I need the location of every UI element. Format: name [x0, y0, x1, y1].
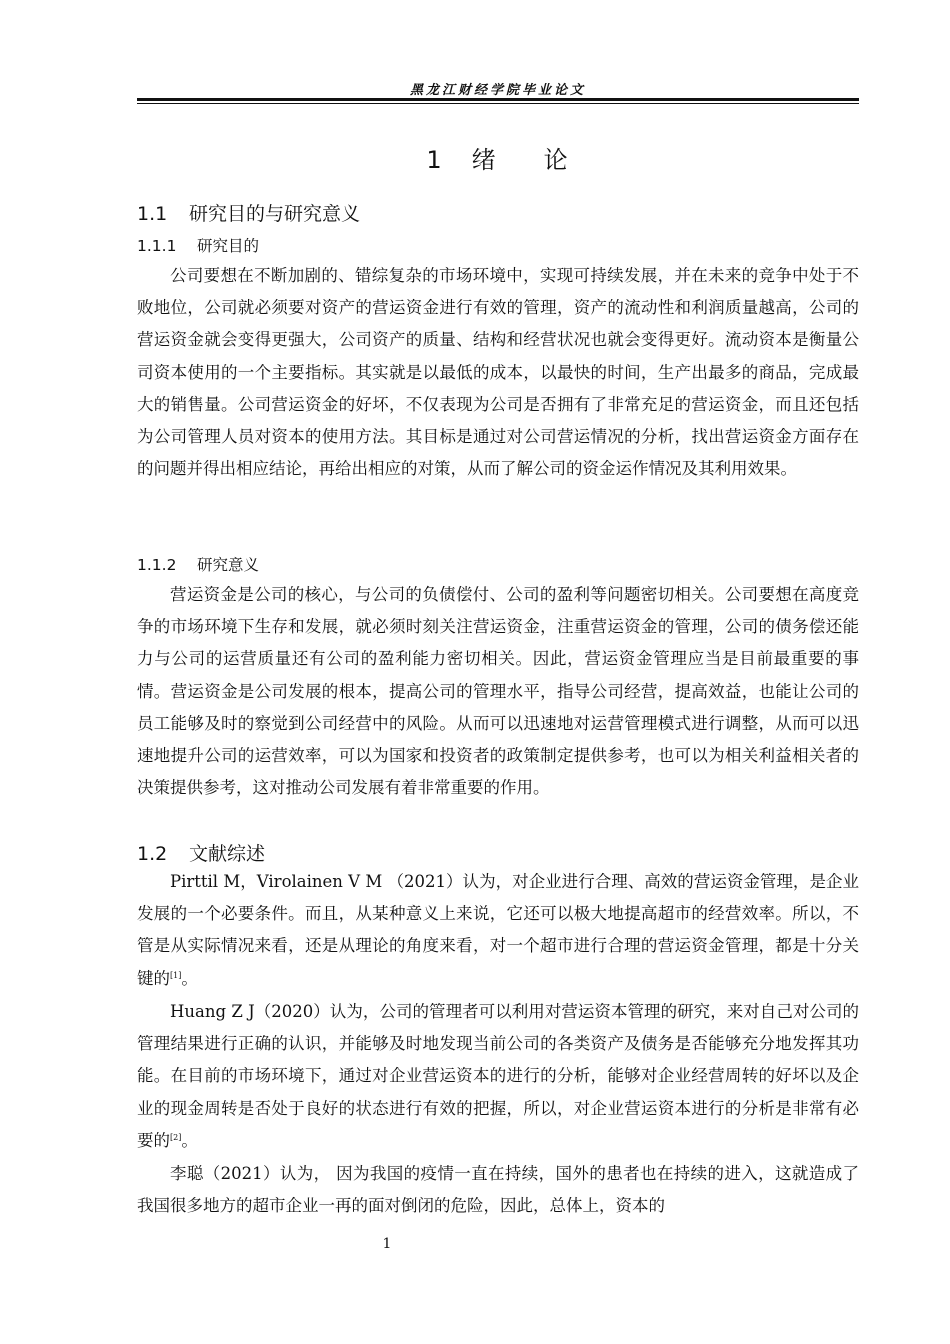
section-number: 1.2	[137, 843, 168, 865]
subsection-heading-1-1-2	[137, 553, 259, 575]
chapter-title-part-b: 论	[543, 146, 570, 174]
subsection-number: 1.1.1	[137, 237, 177, 255]
subsection-title: 研究意义	[197, 556, 260, 574]
page-number: 1	[382, 1236, 392, 1252]
subsection-heading-1-1-1	[137, 234, 259, 256]
subsection-title: 研究目的	[197, 237, 260, 255]
section-heading-1-1	[137, 199, 360, 226]
running-header: 黑龙江财经学院毕业论文	[409, 83, 586, 98]
section-title: 文献综述	[189, 843, 266, 865]
paragraph-research-purpose: 公司要想在不断加剧的、错综复杂的市场环境中，实现可持续发展，并在未来的竞争中处于不败地位，公司就必须要对资产的营运资金进行有效的管理，资产的流动性和利润质量越高，公司的营运资金就会变得更强大，公司资产的质量、结构和经营状况也就会变得更好。流动资本是衡量公司资本使用的一个主要指标。其实就是以最低的成本，以最快的时间，生产出最多的商品，完成最大的销售量。公司营运资金的好坏，不仅表现为公司是否拥有了非常充足的营运资金，而且还包括为公司管理人员对资本的使用方法。其目标是通过对公司营运情况的分析，找出营运资金方面存在的问题并得出相应结论，再给出相应的对策，从而了解公司的资金运作情况及其利用效果。	[137, 266, 859, 479]
literature-1-text: Pirttil M，Virolainen V M （2021）认为，对企业进行合理、高效的营运资金管理，是企业发展的一个必要条件。而且，从某种意义上来说，它还可以极大地提高超市的经营效率。所以，不管是从实际情况来看，还是从理论的角度来看，对一个超市进行合理的营运资金管理，都是十分关键的	[137, 872, 859, 988]
chapter-title-part-a: 绪	[471, 146, 498, 174]
literature-1-end: 。	[181, 968, 198, 988]
section-heading-1-2	[137, 839, 265, 866]
chapter-number: 1	[426, 146, 444, 174]
paragraph-literature-3: 李聪（2021）认为， 因为我国的疫情一直在持续，国外的患者也在持续的进入，这就造成了我国很多地方的超市企业一再的面对倒闭的危险，因此，总体上，资本的	[137, 1164, 859, 1216]
section-title: 研究目的与研究意义	[189, 203, 361, 225]
header-rule-thick	[137, 98, 859, 101]
chapter-title	[137, 140, 859, 175]
paragraph-literature-2	[137, 996, 859, 1157]
citation-2: [2]	[170, 1132, 182, 1142]
literature-2-text: Huang Z J（2020）认为，公司的管理者可以利用对营运资本管理的研究，来对自己对公司的管理结果进行正确的认识，并能够及时地发现当前公司的各类资产及债务是否能够充分地发挥其功能。在目前的市场环境下，通过对企业营运资本的进行的分析，能够对企业经营周转的好坏以及企业的现金周转是否处于良好的状态进行有效的把握，所以，对企业营运资本进行的分析是非常有必要的	[137, 1002, 859, 1150]
section-number: 1.1	[137, 203, 168, 225]
header-rule-thin	[137, 103, 859, 104]
citation-1: [1]	[170, 970, 182, 980]
subsection-number: 1.1.2	[137, 556, 177, 574]
paragraph-research-significance: 营运资金是公司的核心，与公司的负债偿付、公司的盈利等问题密切相关。公司要想在高度竞争的市场环境下生存和发展，就必须时刻关注营运资金，注重营运资金的管理，公司的债务偿还能力与公司的运营质量还有公司的盈利能力密切相关。因此，营运资金管理应当是目前最重要的事情。营运资金是公司发展的根本，提高公司的管理水平，指导公司经营，提高效益，也能让公司的员工能够及时的察觉到公司经营中的风险。从而可以迅速地对运营管理模式进行调整，从而可以迅速地提升公司的运营效率，可以为国家和投资者的政策制定提供参考，也可以为相关利益相关者的决策提供参考，这对推动公司发展有着非常重要的作用。	[137, 585, 859, 798]
paragraph-literature-1	[137, 866, 859, 995]
literature-2-end: 。	[181, 1130, 198, 1150]
